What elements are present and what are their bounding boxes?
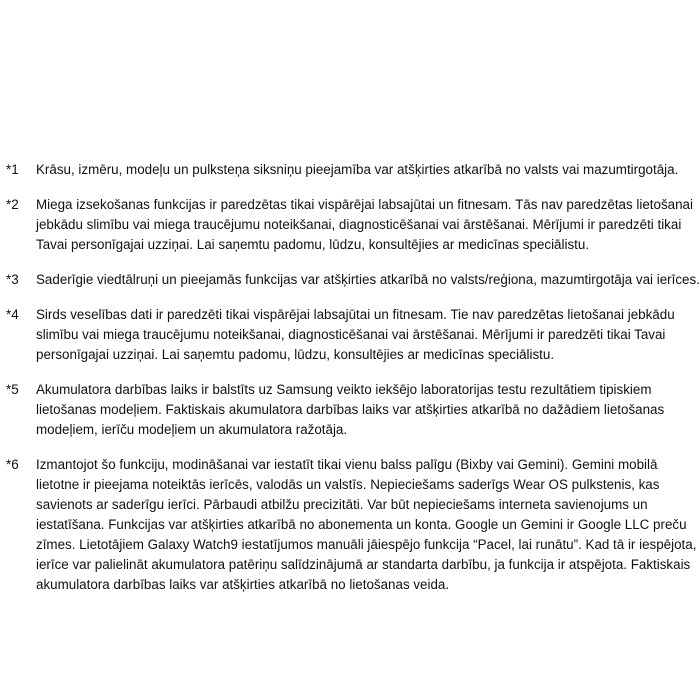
footnote-3	[6, 270, 700, 290]
footnote-text-line: Izmantojot šo funkciju, modināšanai var iestatīt tikai vienu balss palīgu (Bixby vai Gemini). Gemini mobilā	[36, 457, 658, 472]
footnote-text	[36, 195, 694, 255]
footnote-text-line: slimību vai miega traucējumu noteikšanai, diagnosticēšanai vai ārstēšanai. Mērījumi ir paredzēti tikai Tavai	[36, 327, 666, 342]
footnote-text-line: lietotne ir pieejama noteiktās ierīcēs, valodās un valstīs. Nepieciešams saderīgs Wear OS pulkstenis, kas	[36, 477, 660, 492]
footnote-marker: *1	[6, 162, 19, 177]
footnote-text-line: Sirds veselības dati ir paredzēti tikai vispārējai labsajūtai un fitnesam. Tie nav paredzētas lietošanai jebkādu	[36, 307, 675, 322]
footnote-text-line: lietošanas modeļiem. Faktiskais akumulatora darbības laiks var atšķirties atkarībā no dažādiem lietošanas	[36, 402, 665, 417]
footnote-text-line: jebkādu slimību vai miega traucējumu noteikšanai, diagnosticēšanai vai ārstēšanai. Mērījumi ir paredzēti tikai	[36, 217, 682, 232]
footnote-text-line: Miega izsekošanas funkcijas ir paredzētas tikai vispārējai labsajūtai un fitnesam. Tās nav paredzētas lietošanai	[36, 197, 693, 212]
footnote-text	[36, 270, 700, 290]
footnote-text-line: Saderīgie viedtālruņi un pieejamās funkcijas var atšķirties atkarībā no valsts/reģiona, mazumtirgotāja vai ierīces.	[36, 272, 700, 287]
footnote-text	[36, 305, 694, 365]
footnote-text-line: modeļiem, ierīču modeļiem un akumulatora ražotāja.	[36, 422, 348, 437]
footnote-marker: *3	[6, 272, 19, 287]
footnotes-section	[6, 160, 700, 610]
footnote-text-line: personīgajai uzziņai. Lai saņemtu padomu, lūdzu, konsultējies ar medicīnas speciālistu.	[36, 347, 555, 362]
footnote-2	[6, 195, 694, 255]
footnote-text	[36, 455, 696, 595]
footnote-text-line: savienots ar saderīgu ierīci. Pārbaudi atbilžu precizitāti. Var būt nepieciešams interneta savienojums un	[36, 497, 648, 512]
footnote-text-line: akumulatora darbības laiks var atšķirties atkarībā no lietošanas veida.	[36, 577, 450, 592]
footnote-text-line: zīmes. Lietotājiem Galaxy Watch9 iestatījumos manuāli jāiespējo funkcija “Pacel, lai runātu”. Kad tā ir iespējota,	[36, 537, 697, 552]
footnote-text-line: Krāsu, izmēru, modeļu un pulksteņa siksniņu pieejamība var atšķirties atkarībā no valsts vai mazumtirgotāja.	[36, 162, 679, 177]
footnote-marker: *4	[6, 307, 19, 322]
footnote-marker: *6	[6, 457, 19, 472]
footnote-text	[36, 380, 694, 440]
footnote-1	[6, 160, 694, 180]
footnote-text-line: Tavai personīgajai uzziņai. Lai saņemtu padomu, lūdzu, konsultējies ar medicīnas speciālistu.	[36, 237, 590, 252]
footnote-text-line: ierīce var palielināt akumulatora patēriņu salīdzinājumā ar standarta darbību, ja funkcija ir atspējota. Faktiskais	[36, 557, 691, 572]
footnote-marker: *2	[6, 197, 19, 212]
footnote-marker: *5	[6, 382, 19, 397]
footnote-text-line: iestatīšana. Funkcijas var atšķirties atkarībā no abonementa un konta. Google un Gemini ir Google LLC preču	[36, 517, 687, 532]
footnote-text-line: Akumulatora darbības laiks ir balstīts uz Samsung veikto iekšējo laboratorijas testu rezultātiem tipiskiem	[36, 382, 652, 397]
footnote-6	[6, 455, 697, 595]
footnote-4	[6, 305, 694, 365]
footnote-5	[6, 380, 694, 440]
footnote-text	[36, 160, 694, 180]
